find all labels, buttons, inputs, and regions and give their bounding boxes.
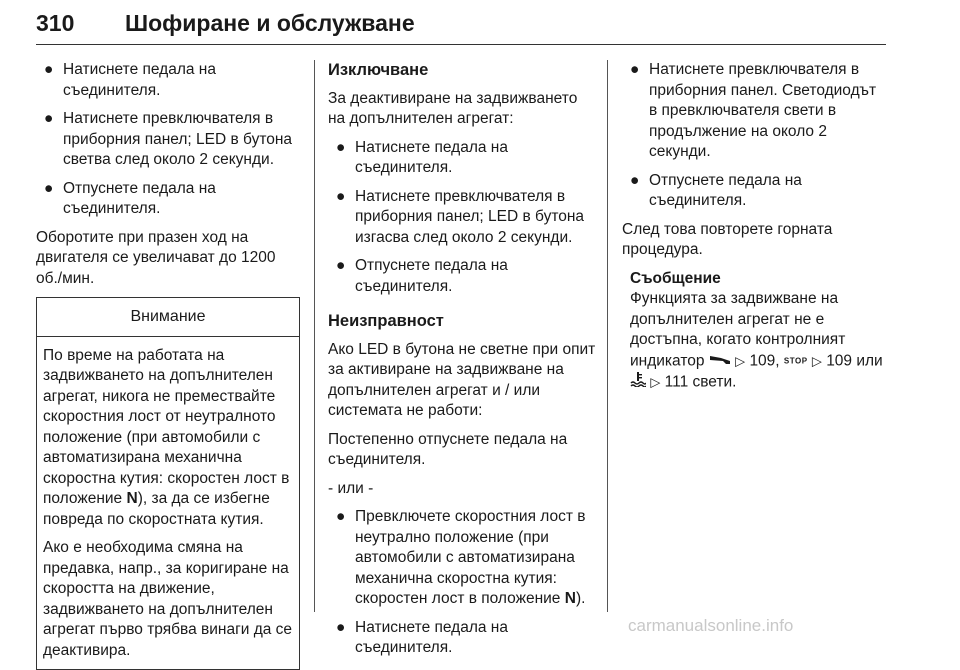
- bullet-icon: ●: [336, 257, 346, 274]
- list-item: ● Натиснете превключвателя в приборния панел; LED в бутона изгасва след около 2 секунди.: [336, 187, 585, 246]
- warning-box: [36, 297, 300, 670]
- list-item: ● Натиснете педала на съединителя.: [44, 61, 216, 99]
- column-divider-1: [314, 60, 315, 612]
- triangle-ref-icon: ▷: [735, 352, 746, 368]
- paragraph: Постепенно отпуснете педала на съединителя.: [328, 430, 568, 468]
- watermark: carmanualsonline.info: [628, 616, 794, 635]
- list-item: ● Превключете скоростния лост в неутрално положение (при автомобили с автоматизирана механична скоростна кутия: скоростен лост в положение N).: [336, 508, 586, 607]
- warning-body: [37, 337, 299, 670]
- list-item: ● Натиснете превключвателя в приборния панел; LED в бутона светва след около 2 секунди.: [44, 110, 293, 168]
- stop-icon: STOP: [783, 355, 808, 365]
- bullet-icon: ●: [44, 61, 54, 78]
- bullet-list: [328, 507, 596, 659]
- page-number: 310: [36, 10, 75, 36]
- water-temperature-icon: [630, 371, 646, 394]
- paragraph: След това повторете горната процедура.: [622, 220, 833, 258]
- gear-n-label: N: [126, 490, 138, 507]
- intro-paragraph: За деактивиране на задвижването на допълнителен агрегат:: [328, 89, 578, 127]
- bullet-icon: ●: [44, 110, 54, 127]
- list-item: ● Отпуснете педала на съединителя.: [630, 171, 802, 209]
- section-heading: Изключване: [328, 61, 429, 79]
- rpm-paragraph: Обоpотите при празен ход на двигателя се увеличават до 1200 об./мин.: [36, 228, 276, 287]
- bullet-icon: ●: [630, 171, 640, 189]
- bullet-list: [328, 138, 596, 298]
- triangle-ref-icon: ▷: [650, 374, 661, 390]
- bullet-icon: ●: [336, 138, 346, 156]
- paragraph: Ако LED в бутона не светне при опит за активиране на задвижване на допълнителен агрегат и / или системата не работи:: [328, 340, 596, 419]
- bullet-icon: ●: [630, 61, 640, 78]
- bullet-icon: ●: [336, 618, 346, 636]
- page-header: [36, 6, 886, 46]
- bullet-icon: ●: [336, 508, 346, 525]
- triangle-ref-icon: ▷: [811, 352, 822, 368]
- page-title: Шофиране и обслужване: [125, 10, 415, 36]
- paragraph: - или -: [328, 479, 374, 497]
- gear-n-label: N: [564, 590, 576, 607]
- note-text: Функцията за задвижване на допълнителен агрегат не е достъпна, когато контролният индикатор ▷ 109, STOP ▷ 109 или ▷ 111 свети.: [630, 289, 888, 394]
- list-item: ● Натиснете превключвателя в приборния панел. Светодиодът в превключвателя свети в продължение на около 2 секунди.: [630, 61, 877, 160]
- list-item: ● Отпуснете педала на съединителя.: [336, 257, 508, 295]
- note-title: Съобщение: [630, 269, 721, 287]
- bullet-list: [622, 60, 888, 212]
- bullet-icon: ●: [336, 187, 346, 205]
- column-3: [622, 60, 888, 394]
- bullet-list: [36, 60, 300, 220]
- engine-indicator-icon: [709, 351, 731, 372]
- warning-paragraph: По време на работата на задвижването на допълнителен агрегат, никога не премествайте скоростния лост от неутралното положение (при автомобили с автоматизирана механична скоростна кутия: скоростен лост в положение N), за да се избегне повреда по скоростната кутия.: [43, 346, 290, 528]
- column-1: [36, 60, 300, 670]
- list-item: ● Натиснете педала на съединителя.: [336, 138, 508, 176]
- list-item: ● Натиснете педала на съединителя.: [336, 618, 508, 656]
- warning-paragraph: Ако е необходима смяна на предавка, напр., за коригиране на скоростта на движение, задвижването на допълнителен агрегат първо трябва винаги да се деактивира.: [43, 539, 293, 659]
- bullet-icon: ●: [44, 179, 54, 197]
- column-divider-2: [607, 60, 608, 612]
- note-box: [630, 269, 888, 394]
- header-rule: [36, 44, 886, 45]
- column-2: [328, 60, 596, 667]
- list-item: ● Отпуснете педала на съединителя.: [44, 179, 216, 217]
- warning-title: Внимание: [37, 298, 299, 337]
- section-heading: Неизправност: [328, 312, 444, 330]
